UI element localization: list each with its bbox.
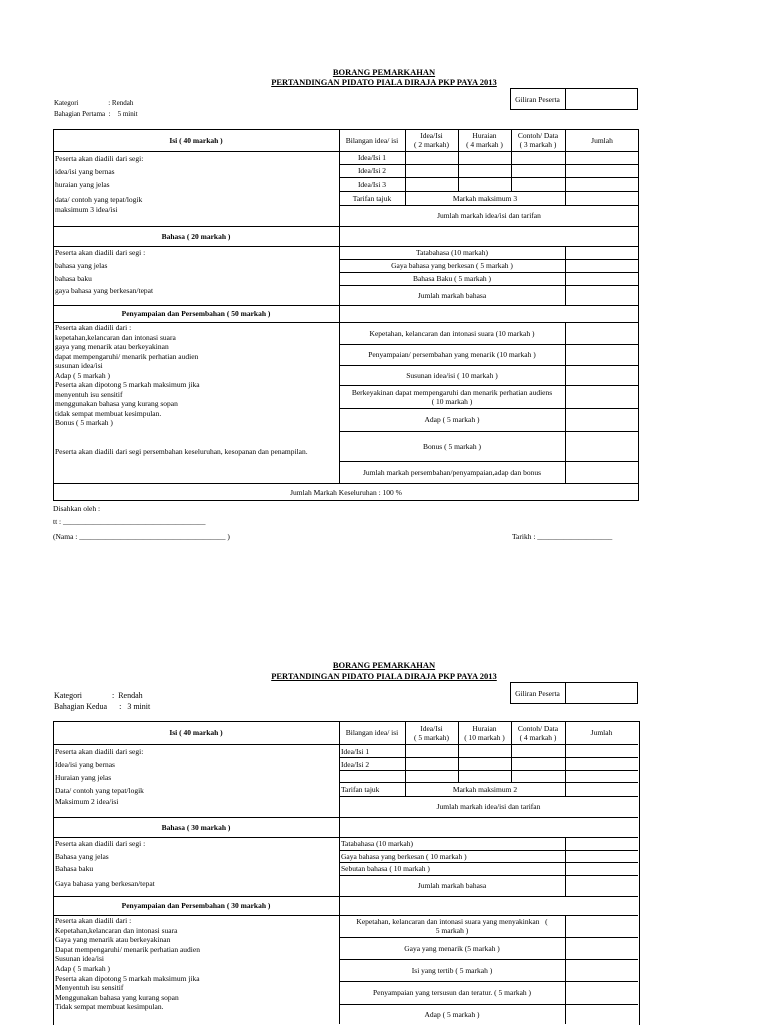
- form1-bahasa-row-1: Tatabahasa (10 markah): [416, 248, 488, 257]
- form1-giliran-label: Giliran Peserta: [515, 94, 560, 104]
- form2-bahasa-jumlah: Jumlah markah bahasa: [417, 881, 487, 890]
- form1-bahasa-row-3: Bahasa Baku ( 5 markah ): [412, 274, 492, 283]
- form2-tarifan: Tarifan tajuk: [341, 785, 380, 794]
- form2-bahasa-desc-3: Gaya bahasa yang berkesan/tepat: [55, 879, 155, 888]
- form2-peny-desc: Peserta akan diadili dari : Kepetahan,kelancaran dan intonasi suara Gaya yang menarik atau berkeyakinan Dapat mempengaruhi/ menarik perhatian audien Susunan idea/isi Adap ( 5 markah ) Peserta akan dipotong 5 markah maksimum jika Menyentuh isu sensitif Menggunakan bahasa yang kurang sopan Tidak sempat membuat kesimpulan.: [55, 916, 200, 1012]
- form1-col-idea: Idea/Isi ( 2 markah): [414, 131, 449, 149]
- form1-isi-desc-0: Peserta akan diadili dari segi:: [55, 154, 144, 163]
- form1-peny-header: Penyampaian dan Persembahan ( 50 markah ): [121, 309, 271, 318]
- form2-bahasa-desc-0: Peserta akan diadili dari segi :: [55, 839, 146, 848]
- form1-peny-row-4: Berkeyakinan dapat mempengaruhi dan menarik perhatian audiens ( 10 markah ): [351, 387, 553, 406]
- form1-kategori: Kategori : Rendah: [54, 99, 134, 107]
- form2-peny-row-5: Adap ( 5 markah ): [424, 1009, 480, 1019]
- form2-col-huraian: Huraian ( 10 markah ): [464, 723, 505, 742]
- form1-disahkan: Disahkan oleh :: [53, 504, 101, 513]
- form2-isi-desc-1: Idea/isi yang bernas: [55, 760, 115, 769]
- form2-col-idea: Idea/Isi ( 5 markah): [414, 723, 449, 742]
- form2-peny-row-1: Kepetahan, kelancaran dan intonasi suara yang menyakinkan ( 5 markah ): [356, 917, 548, 935]
- form2-bahasa-row-1: Tatabahasa (10 markah): [341, 839, 413, 848]
- form2-peny-header: Penyampaian dan Persembahan ( 30 markah ): [121, 901, 271, 910]
- form2-peny-row-3: Isi yang tertib ( 5 markah ): [411, 965, 493, 975]
- form2-isi-desc-0: Peserta akan diadili dari segi:: [55, 747, 144, 756]
- form2-col-jumlah: Jumlah: [590, 728, 613, 737]
- form1-bahasa-jumlah: Jumlah markah bahasa: [417, 290, 487, 300]
- form2-peny-row-2: Gaya yang menarik (5 markah ): [404, 943, 500, 953]
- form1-tarikh: Tarikh : ____________________: [512, 532, 613, 541]
- form1-peny-row-6: Bonus ( 5 markah ): [423, 441, 481, 451]
- form1-isi-row-3: Idea/Isi 3: [357, 179, 387, 189]
- form1-peny-desc: Peserta akan diadili dari : kepetahan,kelancaran dan intonasi suara gaya yang menarik atau berkeyakinan dapat mempengaruhi/ menarik perhatian audien susunan idea/isi Adap ( 5 markah ) Peserta akan dipotong 5 markah maksimum jika menyentuh isu sensitif menggunakan bahasa yang kurang sopan tidak sempat membuat kesimpulan. Bonus ( 5 markah ): [55, 323, 200, 427]
- form1-peny-jumlah: Jumlah markah persembahan/penyampaian,adap dan bonus: [362, 467, 542, 477]
- form1-isi-desc-1: idea/isi yang bernas: [55, 167, 115, 176]
- form2-isi-desc-3: Data/ contoh yang tepat/logik: [55, 786, 144, 795]
- form1-bahasa-desc-3: gaya bahasa yang berkesan/tepat: [55, 286, 154, 295]
- form2-bahasa-row-3: Sebutan bahasa ( 10 markah ): [341, 864, 430, 873]
- form2-col-bilangan: Bilangan idea/ isi: [345, 728, 399, 737]
- form1-peny-desc-last: Peserta akan diadili dari segi persembahan keseluruhan, kesopanan dan penampilan.: [55, 447, 308, 456]
- form1-jumlah-isi: Jumlah markah idea/isi dan tarifan: [437, 211, 541, 220]
- form1-giliran-input[interactable]: [566, 89, 637, 109]
- form1-nama: (Nama : _______________________________________ ): [53, 532, 230, 541]
- form2-bahasa-desc-2: Bahasa baku: [55, 864, 94, 873]
- form1-bahasa-header: Bahasa ( 20 markah ): [161, 231, 231, 241]
- form2-bahasa-row-2: Gaya bahasa yang berkesan ( 10 markah ): [341, 852, 467, 861]
- form1-col-jumlah: Jumlah: [591, 135, 613, 145]
- form1-bahasa-desc-0: Peserta akan diadili dari segi :: [55, 248, 146, 257]
- form1-col-bilangan: Bilangan idea/ isi: [345, 135, 399, 145]
- form1-col-huraian: Huraian ( 4 markah ): [466, 131, 503, 149]
- form1-isi-row-2: Idea/Isi 2: [357, 166, 387, 175]
- form1-tarifan: Tarifan tajuk: [352, 193, 392, 203]
- form1-bahasa-desc-2: bahasa baku: [55, 274, 92, 283]
- form2-markah-maks: Markah maksimum 2: [452, 784, 518, 794]
- form1-peny-row-5: Adap ( 5 markah ): [424, 415, 480, 424]
- form2-isi-row-1: Idea/Isi 1: [341, 747, 370, 756]
- form1-isi-row-1: Idea/Isi 1: [357, 153, 387, 162]
- form1-markah-maks: Markah maksimum 3: [452, 193, 518, 203]
- form2-col-contoh: Contoh/ Data ( 4 markah ): [517, 723, 559, 742]
- form2-isi-header: Isi ( 40 markah ): [169, 728, 223, 737]
- form1-isi-desc-3: data/ contoh yang tepat/logik: [55, 195, 143, 204]
- form2-kategori: Kategori : Rendah: [54, 691, 143, 700]
- form1-bahasa-row-2: Gaya bahasa yang berkesan ( 5 markah ): [391, 261, 513, 270]
- form1-title: BORANG PEMARKAHAN: [332, 67, 436, 77]
- form1-tt: tt : ______________________________________: [53, 517, 206, 526]
- form1-bahasa-desc-1: bahasa yang jelas: [55, 261, 108, 270]
- form2-bahasa-desc-1: Bahasa yang jelas: [55, 852, 109, 861]
- form1-col-contoh: Contoh/ Data ( 3 markah ): [517, 131, 559, 149]
- form1-peny-row-1: Kepetahan, kelancaran dan intonasi suara (10 markah ): [369, 328, 535, 338]
- form1-jumlah-keseluruhan: Jumlah Markah Keseluruhan : 100 %: [290, 487, 402, 497]
- form2-bahasa-header: Bahasa ( 30 markah ): [161, 822, 231, 832]
- form2-title: BORANG PEMARKAHAN: [332, 660, 436, 670]
- form2-giliran-label: Giliran Peserta: [515, 688, 560, 698]
- form1-peny-row-2: Penyampaian/ persembahan yang menarik (10 markah ): [368, 350, 536, 359]
- form2-isi-desc-4: Maksimum 2 idea/isi: [55, 797, 119, 806]
- form1-bahagian: Bahagian Pertama : 5 minit: [54, 110, 138, 118]
- form1-isi-header: Isi ( 40 markah ): [169, 135, 223, 145]
- form1-peny-row-3: Susunan idea/isi ( 10 markah ): [406, 370, 498, 380]
- form1-isi-desc-2: huraian yang jelas: [55, 180, 110, 189]
- form2-isi-row-2: Idea/Isi 2: [341, 760, 370, 769]
- form2-bahagian: Bahagian Kedua : 3 minit: [54, 702, 151, 711]
- form2-peny-row-4: Penyampaian yang tersusun dan teratur. ( 5 markah ): [372, 988, 532, 997]
- form2-jumlah-isi: Jumlah markah idea/isi dan tarifan: [436, 802, 541, 811]
- form2-subtitle: PERTANDINGAN PIDATO PIALA DIRAJA PKP PAYA 2013: [271, 671, 497, 681]
- form2-giliran-input[interactable]: [566, 683, 637, 703]
- form2-isi-desc-2: Huraian yang jelas: [55, 773, 112, 782]
- form1-isi-desc-4: maksimum 3 idea/isi: [55, 205, 118, 214]
- form1-subtitle: PERTANDINGAN PIDATO PIALA DIRAJA PKP PAYA 2013: [271, 77, 497, 87]
